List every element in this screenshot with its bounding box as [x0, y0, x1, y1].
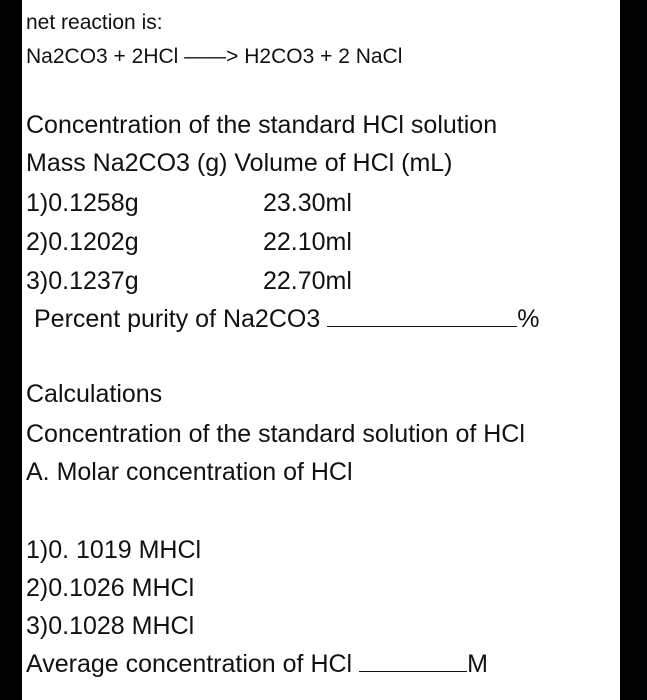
- reaction-heading: net reaction is:: [26, 11, 163, 34]
- volume-value: 22.10ml: [263, 228, 352, 256]
- volume-value: 22.70ml: [263, 267, 352, 295]
- table-row: [26, 266, 586, 296]
- part-a-label: A. Molar concentration of HCl: [26, 458, 353, 486]
- result-line: 1)0. 1019 MHCl: [26, 536, 202, 564]
- purity-unit: %: [517, 305, 540, 333]
- table-row: [26, 188, 586, 218]
- purity-label: Percent purity of Na2CO3: [34, 305, 321, 333]
- document-page: [22, 0, 620, 700]
- mass-value: 3)0.1237g: [26, 267, 139, 295]
- calculations-title: Calculations: [26, 380, 163, 408]
- mass-value: 1)0.1258g: [26, 189, 139, 217]
- reaction-equation: Na2CO3 + 2HCl ——> H2CO3 + 2 NaCl: [26, 45, 403, 68]
- standard-section-title: Concentration of the standard HCl solution: [26, 111, 498, 139]
- average-unit: M: [467, 650, 488, 678]
- table-row: [26, 227, 586, 257]
- result-line: 3)0.1028 MHCl: [26, 612, 195, 640]
- average-line: [26, 649, 488, 679]
- average-label: Average concentration of HCl: [26, 650, 353, 678]
- purity-blank: [327, 304, 517, 327]
- column-headers: Mass Na2CO3 (g) Volume of HCl (mL): [26, 149, 453, 177]
- result-line: 2)0.1026 MHCl: [26, 574, 195, 602]
- mass-value: 2)0.1202g: [26, 228, 139, 256]
- volume-value: 23.30ml: [263, 189, 352, 217]
- average-blank: [359, 649, 467, 672]
- purity-line: [34, 304, 539, 334]
- calculations-subtitle: Concentration of the standard solution of HCl: [26, 420, 525, 448]
